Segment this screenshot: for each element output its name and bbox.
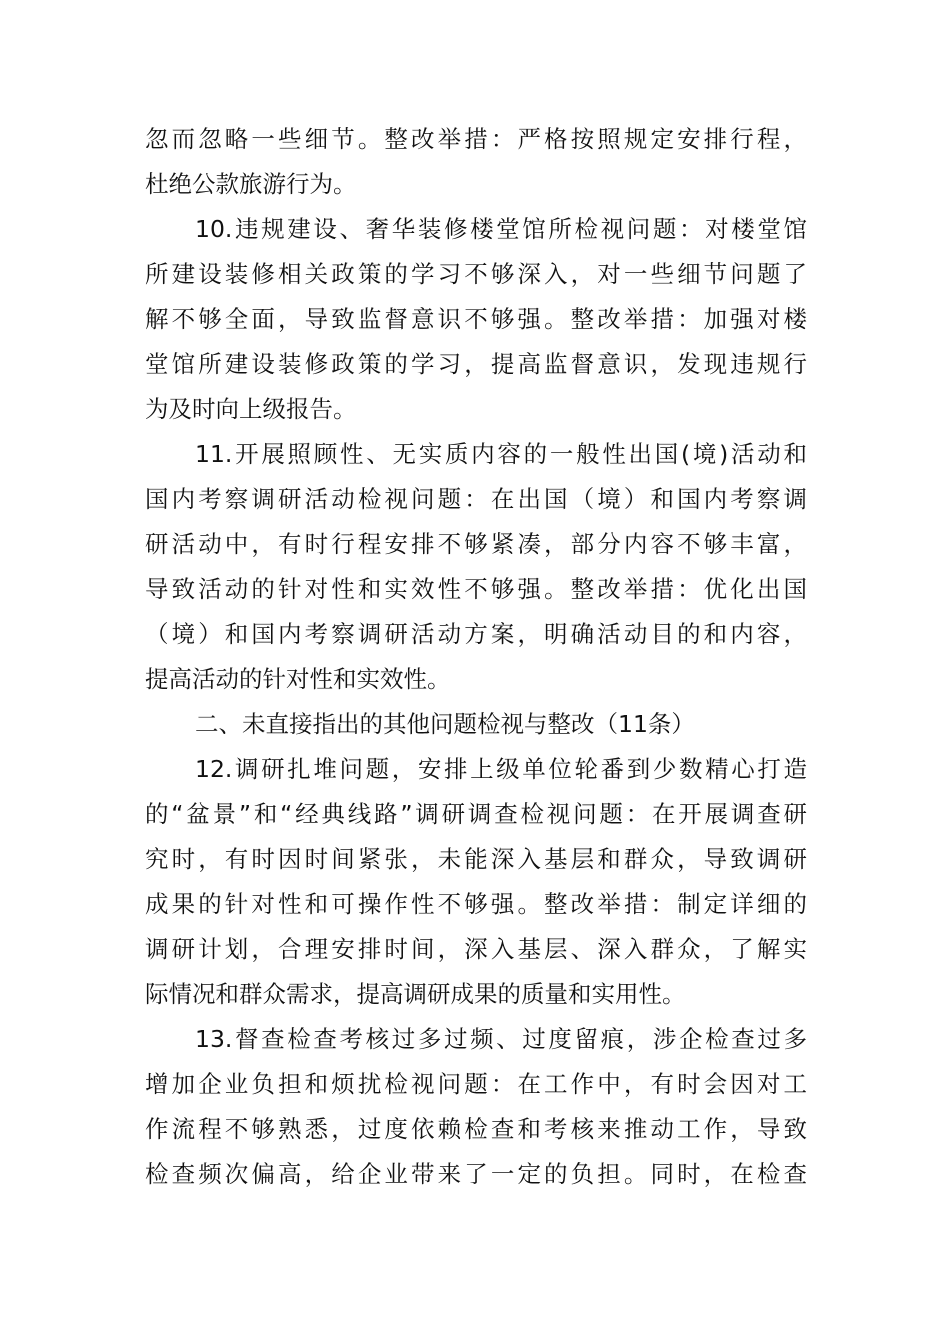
text-line: 杜绝公款旅游行为。 [145,170,357,198]
text-line: 检查频次偏高，给企业带来了一定的负担。同时，在检查 [145,1160,807,1188]
text-line: 11.开展照顾性、无实质内容的一般性出国(境)活动和 [195,440,807,468]
text-line: 作流程不够熟悉，过度依赖检查和考核来推动工作，导致 [145,1115,807,1143]
text-line: 二、未直接指出的其他问题检视与整改（11条） [195,710,695,738]
text-line: （境）和国内考察调研活动方案，明确活动目的和内容， [145,620,807,648]
text-line: 调研计划，合理安排时间，深入基层、深入群众，了解实 [145,935,807,963]
text-line: 成果的针对性和可操作性不够强。整改举措：制定详细的 [145,890,807,918]
text-line: 为及时向上级报告。 [145,395,357,423]
text-line: 13.督查检查考核过多过频、过度留痕，涉企检查过多 [195,1025,807,1053]
text-line: 究时，有时因时间紧张，未能深入基层和群众，导致调研 [145,845,807,873]
text-line: 所建设装修相关政策的学习不够深入，对一些细节问题了 [145,260,807,288]
text-line: 增加企业负担和烦扰检视问题：在工作中，有时会因对工 [145,1070,807,1098]
text-line: 12.调研扎堆问题，安排上级单位轮番到少数精心打造 [195,755,807,783]
text-line: 10.违规建设、奢华装修楼堂馆所检视问题：对楼堂馆 [195,215,807,243]
text-line: 提高活动的针对性和实效性。 [145,665,451,693]
text-line: 的“盆景”和“经典线路”调研调查检视问题：在开展调查研 [145,800,807,828]
text-line: 研活动中，有时行程安排不够紧凑，部分内容不够丰富， [145,530,807,558]
document-page [145,117,807,1197]
text-line: 堂馆所建设装修政策的学习，提高监督意识，发现违规行 [145,350,807,378]
text-line: 导致活动的针对性和实效性不够强。整改举措：优化出国 [145,575,807,603]
text-line: 解不够全面，导致监督意识不够强。整改举措：加强对楼 [145,305,807,333]
text-line: 忽而忽略一些细节。整改举措：严格按照规定安排行程， [145,125,807,153]
text-line: 国内考察调研活动检视问题：在出国（境）和国内考察调 [145,485,807,513]
text-line: 际情况和群众需求，提高调研成果的质量和实用性。 [145,980,686,1008]
